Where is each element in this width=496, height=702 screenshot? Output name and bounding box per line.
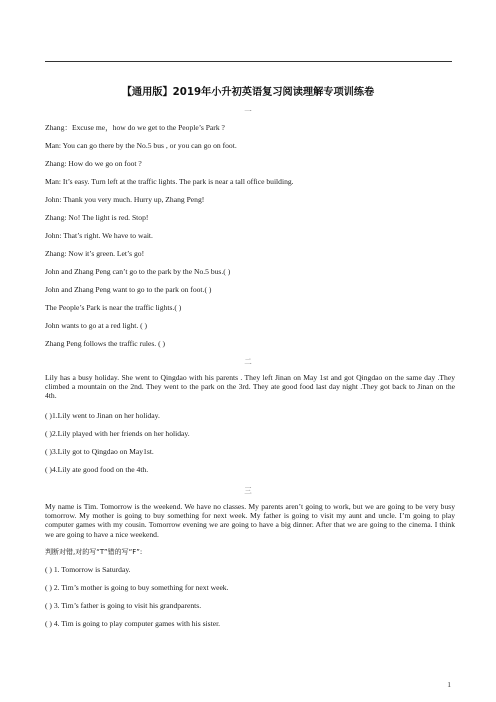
header-rule: [45, 61, 452, 62]
instruction-line: 判断对错,对的写“T”错的写“F”:: [45, 548, 143, 556]
dialogue-line: Man: It’s easy. Turn left at the traffic lights. The park is near a tall office building.: [45, 177, 294, 186]
dialogue-line: John: That’s right. We have to wait.: [45, 231, 153, 240]
question-line: ( )3.Lily got to Qingdao on May1st.: [45, 447, 154, 456]
question-line: John wants to go at a red light. ( ): [45, 321, 148, 330]
question-line: ( )2.Lily played with her friends on her holiday.: [45, 429, 190, 438]
reading-passage: Lily has a busy holiday. She went to Qingdao with his parents . They left Jinan on May 1st and got Qingdao on the same day .They climbed a mountain on the 2nd. They went to the park on the 3rd. They ate good food last day night .They got back to Jinan on the 4th.: [45, 373, 455, 401]
dialogue-line: Man: You can go there by the No.5 bus , or you can go on foot.: [45, 141, 237, 150]
reading-passage: My name is Tim. Tomorrow is the weekend. We have no classes. My parents aren’t going to work, but we are going to be very busy tomorrow. My mother is going to buy something for next week. My father is going to visit my aunt and uncle. I’m going to play computer games with my cousin. Tomorrow evening we are going to have a big dinner. After that we are going to the cinema. I think we are going to have a nice weekend.: [45, 502, 455, 539]
question-line: John and Zhang Peng can’t go to the park by the No.5 bus.( ): [45, 267, 231, 276]
dialogue-line: John: Thank you very much. Hurry up, Zhang Peng!: [45, 195, 205, 204]
document-title: 【通用版】2019年小升初英语复习阅读理解专项训练卷: [121, 87, 375, 98]
question-line: John and Zhang Peng want to go to the park on foot.( ): [45, 285, 212, 294]
dialogue-line: Zhang: How do we go on foot ?: [45, 159, 142, 168]
section-2-label: 二: [244, 357, 252, 366]
section-1-label: 一: [244, 107, 252, 116]
dialogue-line: Zhang: No! The light is red. Stop!: [45, 213, 149, 222]
question-line: The People’s Park is near the traffic lights.( ): [45, 303, 182, 312]
question-line: ( )1.Lily went to Jinan on her holiday.: [45, 411, 160, 420]
page-number: 1: [447, 680, 451, 689]
question-line: ( )4.Lily ate good food on the 4th.: [45, 465, 149, 474]
question-line: Zhang Peng follows the traffic rules. ( ): [45, 339, 166, 348]
dialogue-line: Zhang: Now it’s green. Let’s go!: [45, 249, 145, 258]
section-3-label: 三: [244, 486, 252, 495]
question-line: ( ) 3. Tim’s father is going to visit his grandparents.: [45, 601, 202, 610]
question-line: ( ) 1. Tomorrow is Saturday.: [45, 565, 131, 574]
dialogue-line: Zhang：Excuse me，how do we get to the People’s Park ?: [45, 123, 225, 132]
question-line: ( ) 4. Tim is going to play computer games with his sister.: [45, 619, 221, 628]
question-line: ( ) 2. Tim’s mother is going to buy something for next week.: [45, 583, 229, 592]
